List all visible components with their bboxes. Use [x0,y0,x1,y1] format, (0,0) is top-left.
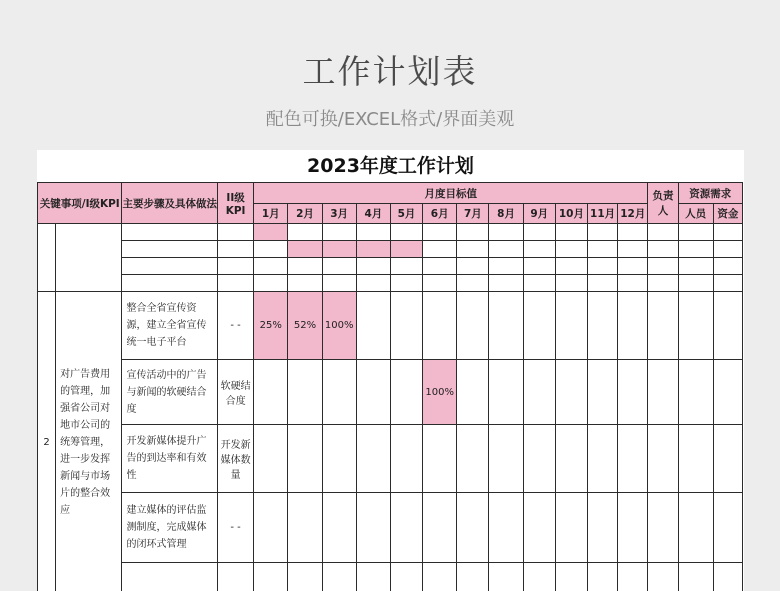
header-kpi1: 关键事项/I级KPI [38,183,122,224]
kpi2-value: - - [218,292,254,360]
highlight-cell [356,241,390,258]
sheet-title: 2023年度工作计划 [307,155,474,177]
month-header: 6月 [423,204,457,224]
page-subtitle: 配色可换/EXCEL格式/界面美观 [265,109,515,130]
month-header: 2月 [288,204,322,224]
month-value: 100% [322,292,356,360]
item-number: 2 [38,292,56,591]
month-value: 25% [254,292,288,360]
kpi2-value: 软硬结合度 [218,360,254,425]
highlight-cell [322,241,356,258]
month-value: 52% [288,292,322,360]
month-header: 8月 [489,204,523,224]
header-kpi2: II级KPI [218,183,254,224]
step-text: 开发新媒体提升广告的到达率和有效性 [122,425,218,493]
month-header: 1月 [254,204,288,224]
header-people: 人员 [678,204,713,224]
month-header: 5月 [390,204,422,224]
step-text: 整合全省宣传资源，建立全省宣传统一电子平台 [122,292,218,360]
kpi2-value: 开发新媒体数量 [218,425,254,493]
month-header: 10月 [555,204,587,224]
spreadsheet [37,150,744,591]
header-funds: 资金 [713,204,742,224]
header-monthly-target: 月度目标值 [254,183,648,204]
kpi2-value: - - [218,493,254,563]
header-steps: 主要步骤及具体做法 [122,183,218,224]
header-resources: 资源需求 [678,183,742,204]
month-header: 7月 [457,204,489,224]
month-value: 100% [423,360,457,425]
month-header: 11月 [588,204,618,224]
item-number-cell [38,224,56,292]
header-owner: 负责人 [648,183,678,224]
month-header: 4月 [356,204,390,224]
page-title: 工作计划表 [302,52,478,91]
month-header: 9月 [523,204,555,224]
step-text: 宣传活动中的广告与新闻的软硬结合度 [122,360,218,425]
step-text: 建立媒体的评估监测制度，完成媒体的闭环式管理 [122,493,218,563]
item-desc-cell [56,224,122,292]
month-header: 3月 [322,204,356,224]
highlight-cell [390,241,422,258]
item-description: 对广告费用的管理，加强省公司对地市公司的统筹管理，进一步发挥新闻与市场片的整合效应 [56,292,122,591]
highlight-cell [288,241,322,258]
plan-table [37,182,743,591]
month-header: 12月 [618,204,648,224]
highlight-cell [254,224,288,241]
